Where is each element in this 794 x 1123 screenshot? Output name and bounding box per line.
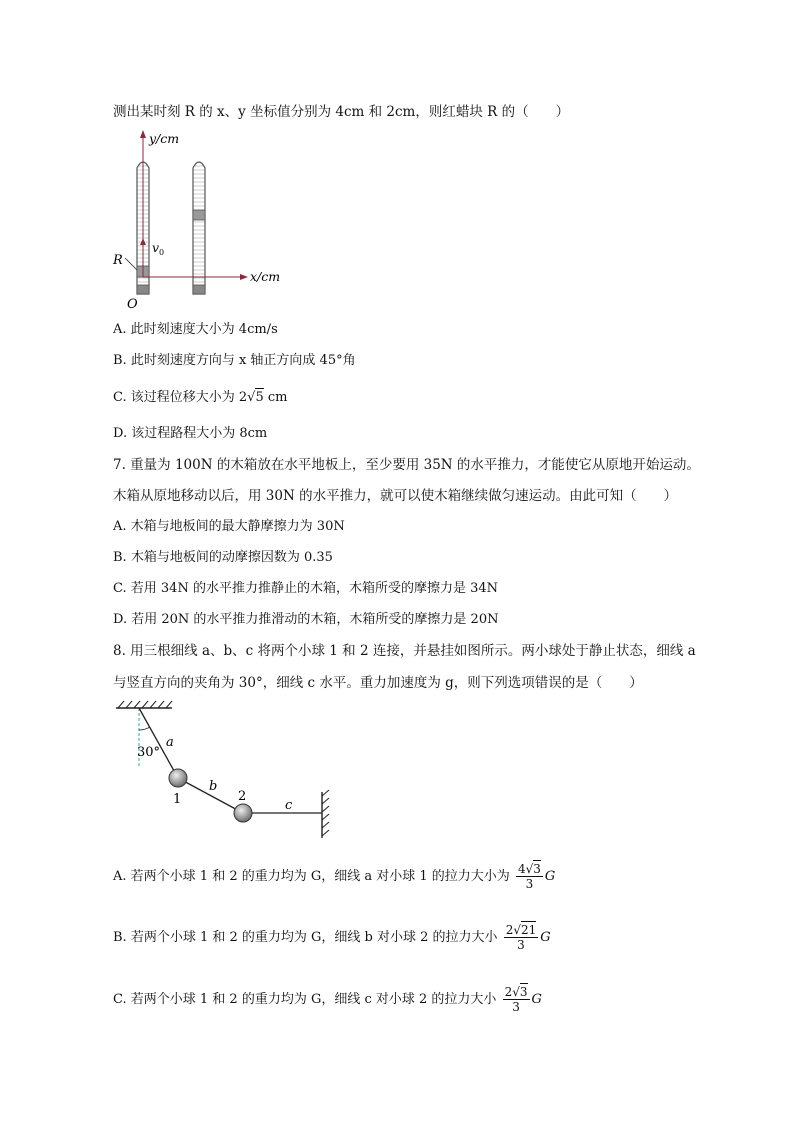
unit: cm <box>263 390 288 405</box>
x-axis-label: x/cm <box>250 269 281 284</box>
x-axis-arrow-icon <box>240 274 248 280</box>
fraction: $\frac{2√21}{3}$ <box>505 923 537 952</box>
option-text: 若两个小球 1 和 2 的重力均为 G，细线 c 对小球 2 的拉力大小 <box>130 992 497 1007</box>
option-text: 若用 34N 的水平推力推静止的木箱，木箱所受的摩擦力是 34N <box>130 581 498 596</box>
string-c-label: c <box>285 798 293 813</box>
y-axis-label: y/cm <box>149 131 180 146</box>
radicand: 5 <box>255 390 264 405</box>
q7-option-a[interactable] <box>113 517 345 537</box>
option-text: 若用 20N 的水平推力推滑动的木箱，木箱所受的摩擦力是 20N <box>131 612 499 627</box>
R-leader-line <box>125 258 137 270</box>
angle-arc <box>139 727 150 730</box>
tube-stopper-left <box>137 285 149 294</box>
q7-option-d[interactable] <box>113 610 498 630</box>
y-axis-arrow-icon <box>140 130 146 138</box>
angle-label: 30° <box>137 745 161 760</box>
wall-hatching <box>322 790 329 836</box>
option-label: B. <box>113 550 127 565</box>
q6-stem: 测出某时刻 R 的 x、y 坐标值分别为 4cm 和 2cm，则红蜡块 R 的（ ） <box>113 104 570 120</box>
q8-stem-line1: 8. 用三根细线 a、b、c 将两个小球 1 和 2 连接，并悬挂如图所示。两小球处于静止状态，细线 a <box>113 643 696 659</box>
hanging-balls-figure <box>110 698 350 843</box>
q6-option-c[interactable]: C. 该过程位移大小为 2√5 cm <box>113 390 288 405</box>
fraction: $\frac{4√3}{3}$ <box>517 862 541 891</box>
option-text: 该过程位移大小为 2 <box>130 390 248 405</box>
option-label: A. <box>113 519 127 534</box>
option-text: 此时刻速度大小为 4cm/s <box>130 322 278 337</box>
origin-label: O <box>127 297 138 312</box>
ball-1-label: 1 <box>173 792 182 807</box>
ball-1 <box>169 769 187 787</box>
string-a-label: a <box>166 735 174 750</box>
q6-option-a[interactable] <box>113 320 278 340</box>
ball-2-label: 2 <box>238 789 247 804</box>
q6-option-b[interactable] <box>113 351 356 371</box>
q7-stem-line1: 7. 重量为 100N 的木箱放在水平地板上，至少要用 35N 的水平推力，才能使它从原地开始运动。 <box>113 457 700 473</box>
option-text: 木箱与地板间的动摩擦因数为 0.35 <box>130 550 333 565</box>
option-text: 若两个小球 1 和 2 的重力均为 G，细线 b 对小球 2 的拉力大小 <box>130 930 498 945</box>
q8-stem-line2: 与竖直方向的夹角为 30°，细线 c 水平。重力加速度为 g，则下列选项错误的是（ ） <box>113 675 643 691</box>
q7-stem-line2: 木箱从原地移动以后，用 30N 的水平推力，就可以使木箱继续做匀速运动。由此可知（ ） <box>113 488 678 504</box>
unit: G <box>544 869 556 884</box>
q8-option-a[interactable] <box>113 862 555 891</box>
v0-subscript: 0 <box>159 248 165 257</box>
q8-option-b[interactable] <box>113 923 551 952</box>
string-b-label: b <box>209 779 218 794</box>
ceiling-hatching <box>118 701 172 708</box>
option-text: 木箱与地板间的最大静摩擦力为 30N <box>130 519 345 534</box>
option-label: C. <box>113 390 127 405</box>
option-text: 此时刻速度方向与 x 轴正方向成 45°角 <box>130 353 356 368</box>
R-label: R <box>113 253 123 268</box>
glass-tube-right <box>193 162 205 294</box>
option-label: A. <box>113 869 127 884</box>
option-label: C. <box>113 581 127 596</box>
q7-option-c[interactable] <box>113 579 498 599</box>
option-label: B. <box>113 930 127 945</box>
option-text: 若两个小球 1 和 2 的重力均为 G，细线 a 对小球 1 的拉力大小为 <box>130 869 510 884</box>
option-label: B. <box>113 353 127 368</box>
tube-motion-figure <box>105 128 290 313</box>
option-label: D. <box>113 426 128 441</box>
unit: G <box>531 992 542 1007</box>
unit: G <box>540 930 551 945</box>
option-text: 该过程路程大小为 8cm <box>131 426 268 441</box>
option-label: C. <box>113 992 127 1007</box>
svg-text:y/cm <box>148 131 179 146</box>
ball-2 <box>234 804 252 822</box>
q8-option-c[interactable] <box>113 985 542 1014</box>
wax-block-moved <box>193 210 205 220</box>
option-label: A. <box>113 322 127 337</box>
q7-option-b[interactable] <box>113 548 333 568</box>
fraction: $\frac{2√3}{3}$ <box>504 985 528 1014</box>
v0-label: v <box>152 240 160 255</box>
q6-option-d[interactable] <box>113 424 267 444</box>
option-label: D. <box>113 612 128 627</box>
tube-stopper-right <box>193 285 205 294</box>
